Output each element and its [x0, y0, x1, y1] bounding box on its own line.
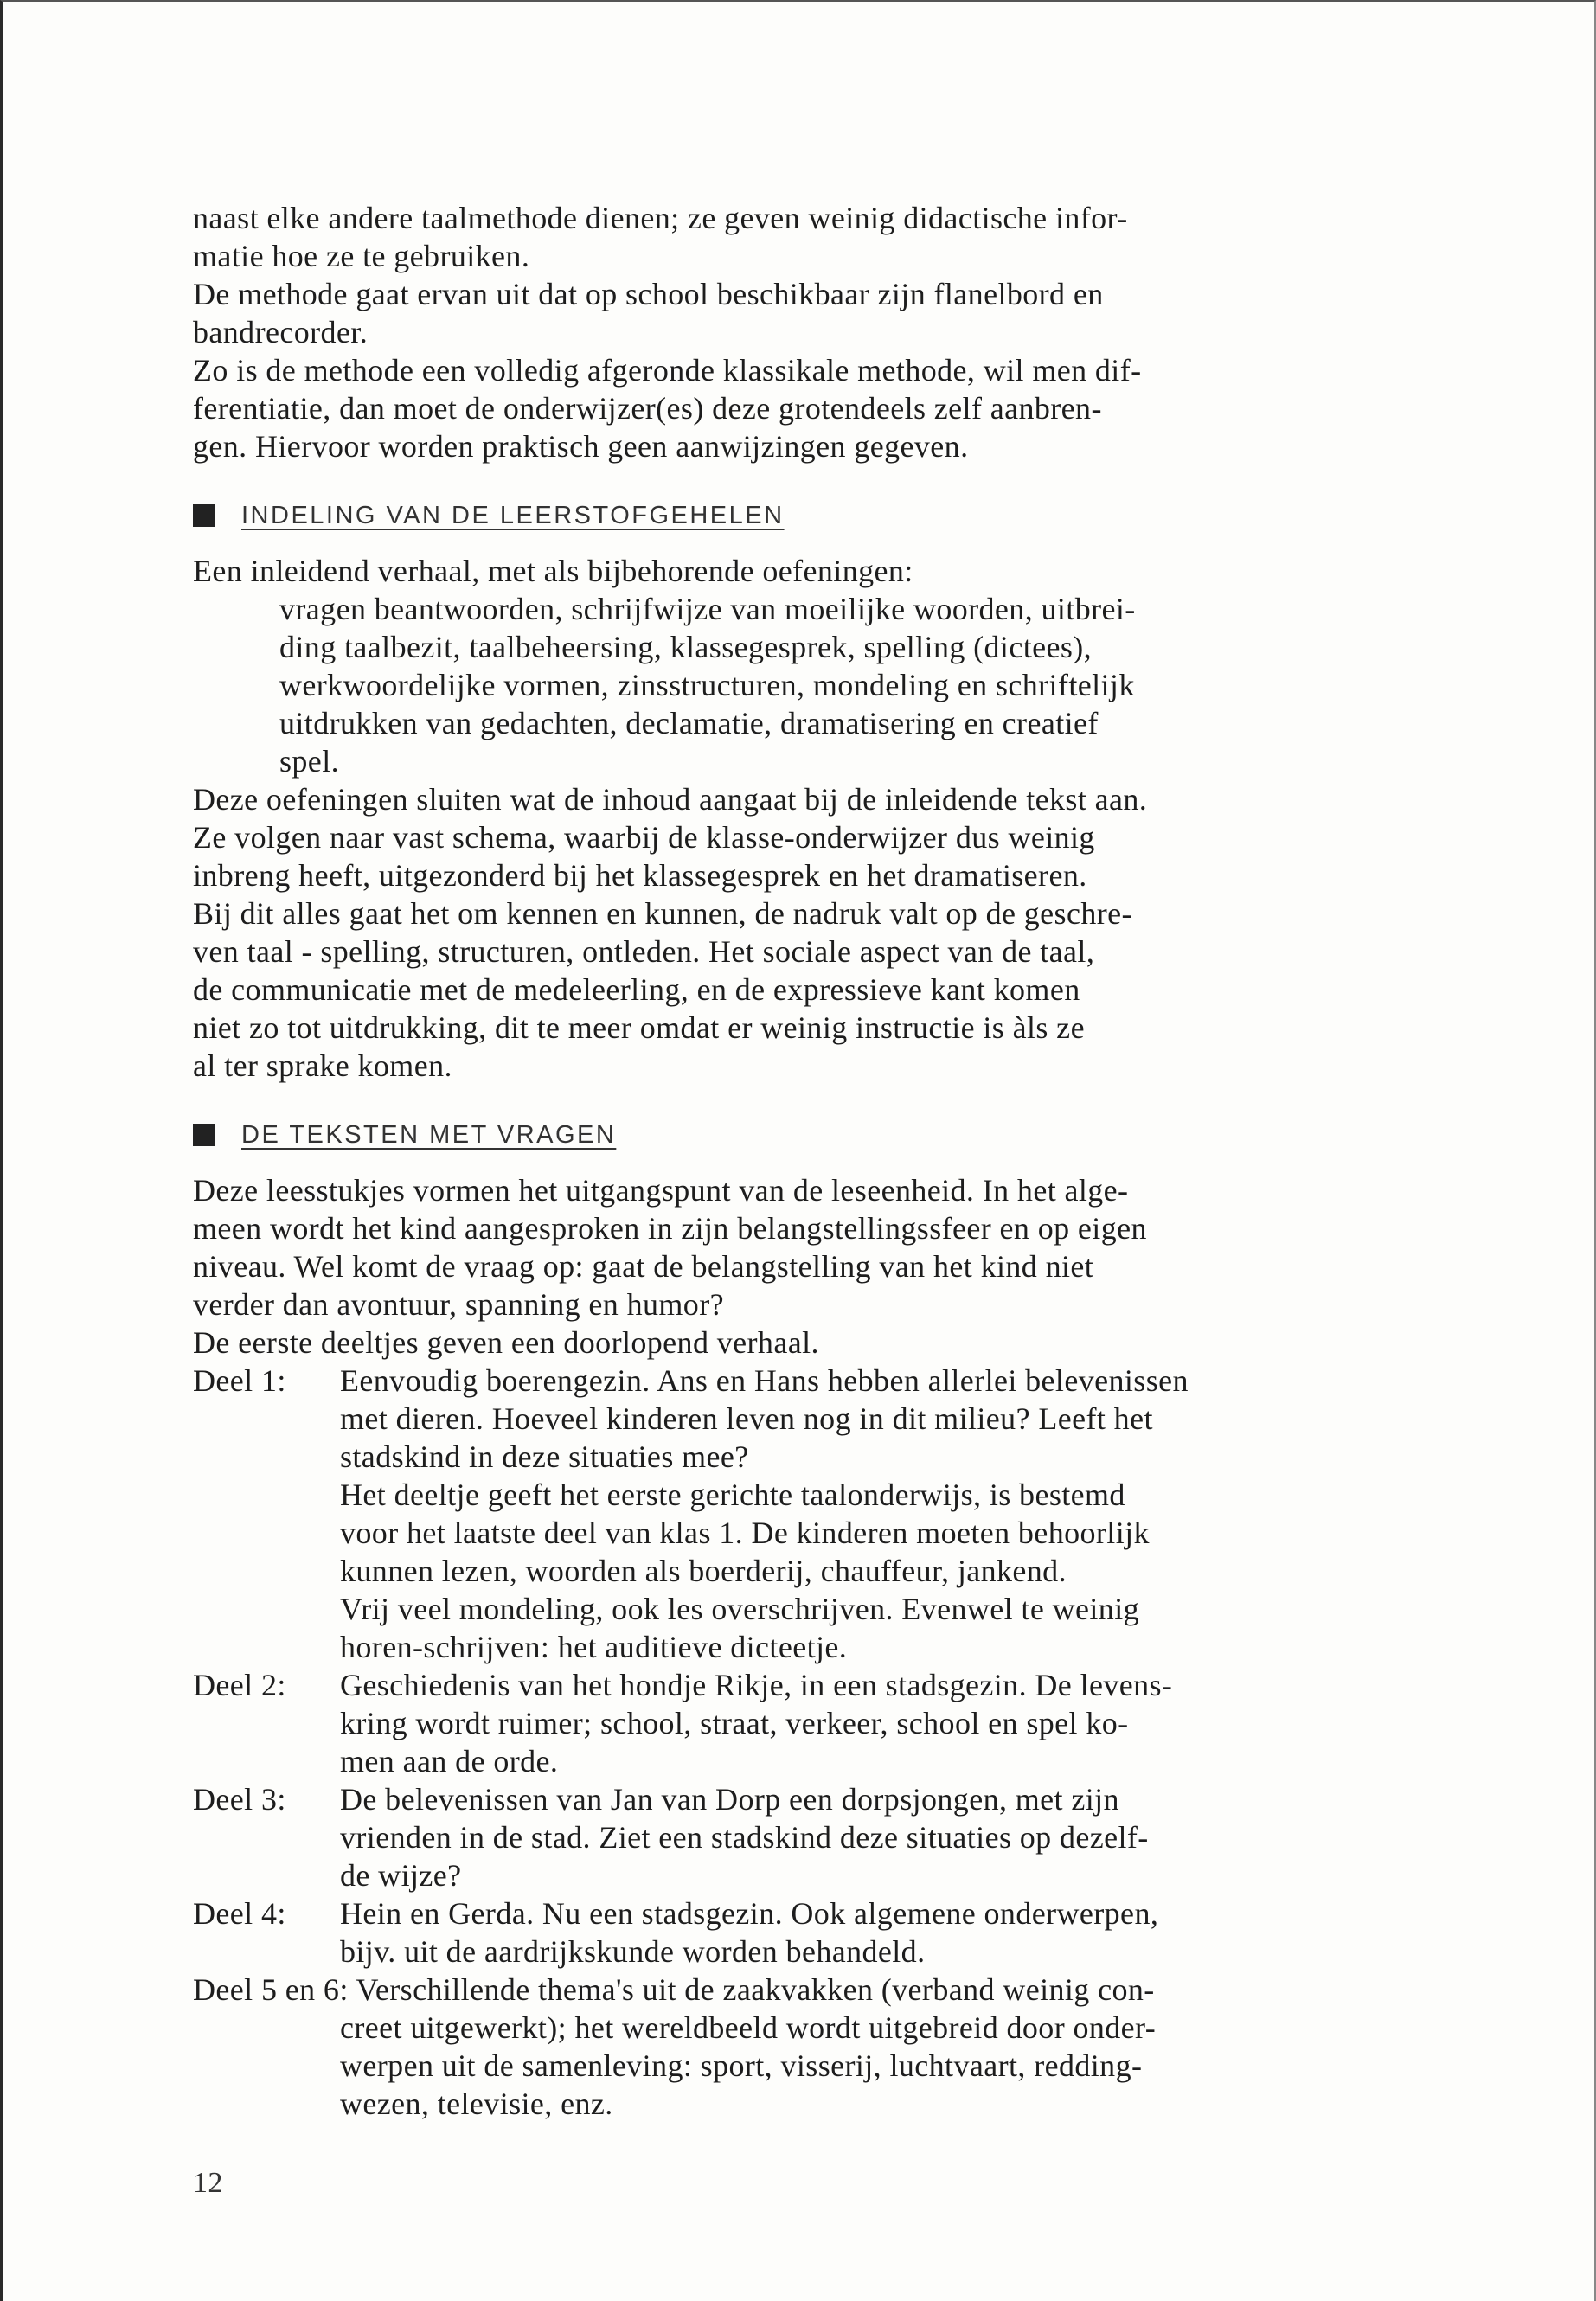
- teksten-paragraph: [193, 1171, 1460, 1362]
- deel-description: [340, 1666, 1460, 1780]
- text-line: kring wordt ruimer; school, straat, verkeer, school en spel ko-: [340, 1706, 1129, 1740]
- deel-label: Deel 2:: [193, 1668, 286, 1702]
- text-line: meen wordt het kind aangesproken in zijn belangstellingssfeer en op eigen: [193, 1211, 1147, 1246]
- text-line: uitdrukken van gedachten, declamatie, dramatisering en creatief: [279, 706, 1099, 740]
- text-line: ferentiatie, dan moet de onderwijzer(es) deze grotendeels zelf aanbren-: [193, 391, 1102, 426]
- deel-description: [340, 1362, 1460, 1666]
- section-heading-text: INDELING VAN DE LEERSTOFGEHELEN: [241, 502, 785, 529]
- text-line: de wijze?: [340, 1858, 462, 1893]
- text-line: werkwoordelijke vormen, zinsstructuren, mondeling en schriftelijk: [279, 668, 1135, 702]
- text-line: wezen, televisie, enz.: [340, 2086, 613, 2121]
- text-line: Deze oefeningen sluiten wat de inhoud aangaat bij de inleidende tekst aan.: [193, 782, 1148, 817]
- text-line: De eerste deeltjes geven een doorlopend verhaal.: [193, 1325, 819, 1360]
- text-line: Ze volgen naar vast schema, waarbij de klasse-onderwijzer dus weinig: [193, 820, 1095, 855]
- text-line: met dieren. Hoeveel kinderen leven nog in dit milieu? Leeft het: [340, 1401, 1153, 1436]
- text-line: voor het laatste deel van klas 1. De kinderen moeten behoorlijk: [340, 1516, 1150, 1550]
- deel-label: Deel 4:: [193, 1896, 286, 1931]
- text-line: gen. Hiervoor worden praktisch geen aanwijzingen gegeven.: [193, 429, 969, 464]
- deel-label: Deel 5 en 6:: [193, 1972, 349, 2007]
- section-heading-indeling: [193, 497, 1460, 535]
- text-line: al ter sprake komen.: [193, 1048, 452, 1083]
- text-line: horen-schrijven: het auditieve dicteetje.: [340, 1630, 848, 1664]
- intro-paragraph: [193, 199, 1460, 465]
- text-line: ding taalbezit, taalbeheersing, klassegesprek, spelling (dictees),: [279, 630, 1093, 664]
- text-line: naast elke andere taalmethode dienen; ze geven weinig didactische infor-: [193, 201, 1128, 235]
- text-line: men aan de orde.: [340, 1744, 559, 1779]
- text-line: matie hoe ze te gebruiken.: [193, 239, 530, 273]
- deel-2-entry: [193, 1666, 1460, 1780]
- deel-5-6-entry: [193, 1971, 1460, 2123]
- deel-3-entry: [193, 1780, 1460, 1894]
- text-line: vragen beantwoorden, schrijfwijze van moeilijke woorden, uitbrei-: [279, 592, 1136, 626]
- deel-description: [340, 1780, 1460, 1894]
- text-line: De belevenissen van Jan van Dorp een dorpsjongen, met zijn: [340, 1782, 1119, 1817]
- text-line: Geschiedenis van het hondje Rikje, in een stadsgezin. De levens-: [340, 1668, 1173, 1702]
- text-line: Eenvoudig boerengezin. Ans en Hans hebben allerlei belevenissen: [340, 1363, 1189, 1398]
- text-line: Hein en Gerda. Nu een stadsgezin. Ook algemene onderwerpen,: [340, 1896, 1159, 1931]
- text-line: Vrij veel mondeling, ook les overschrijven. Evenwel te weinig: [340, 1592, 1139, 1626]
- indeling-paragraph: [193, 552, 1460, 1085]
- text-line: werpen uit de samenleving: sport, visserij, luchtvaart, redding-: [340, 2048, 1143, 2083]
- text-line: vrienden in de stad. Ziet een stadskind deze situaties op dezelf-: [340, 1820, 1149, 1855]
- text-line: Een inleidend verhaal, met als bijbehorende oefeningen:: [193, 554, 913, 588]
- text-line: verder dan avontuur, spanning en humor?: [193, 1287, 724, 1322]
- text-line: ven taal - spelling, structuren, ontleden. Het sociale aspect van de taal,: [193, 934, 1095, 969]
- text-line: de communicatie met de medeleerling, en de expressieve kant komen: [193, 972, 1080, 1007]
- deel-label: Deel 1:: [193, 1363, 286, 1398]
- text-line: inbreng heeft, uitgezonderd bij het klassegesprek en het dramatiseren.: [193, 858, 1087, 893]
- text-line: Deze leesstukjes vormen het uitgangspunt van de leseenheid. In het alge-: [193, 1173, 1129, 1208]
- deel-description: [193, 2009, 1460, 2123]
- text-line: niveau. Wel komt de vraag op: gaat de belangstelling van het kind niet: [193, 1249, 1094, 1284]
- exercise-list-indented: [279, 590, 1460, 780]
- text-line: De methode gaat ervan uit dat op school beschikbaar zijn flanelbord en: [193, 277, 1104, 311]
- text-line: kunnen lezen, woorden als boerderij, chauffeur, jankend.: [340, 1554, 1067, 1588]
- text-line: stadskind in deze situaties mee?: [340, 1439, 749, 1474]
- text-line: [193, 1971, 1460, 2009]
- heading-bullet-square: [193, 1124, 215, 1146]
- text-line: Bij dit alles gaat het om kennen en kunnen, de nadruk valt op de geschre-: [193, 896, 1132, 931]
- page-content: [193, 199, 1460, 2123]
- deel-4-entry: [193, 1894, 1460, 1971]
- text-line: niet zo tot uitdrukking, dit te meer omdat er weinig instructie is àls ze: [193, 1010, 1085, 1045]
- deel-description: [340, 1894, 1460, 1971]
- deel-label: Deel 3:: [193, 1782, 286, 1817]
- text-line: bijv. uit de aardrijkskunde worden behandeld.: [340, 1934, 926, 1969]
- text-line: Zo is de methode een volledig afgeronde klassikale methode, wil men dif-: [193, 353, 1142, 388]
- text-line: creet uitgewerkt); het wereldbeeld wordt uitgebreid door onder-: [340, 2010, 1157, 2045]
- deel-first-line: Verschillende thema's uit de zaakvakken (verband weinig con-: [356, 1972, 1155, 2007]
- section-heading-teksten: [193, 1116, 1460, 1154]
- page-number: 12: [193, 2167, 223, 2199]
- deel-1-entry: [193, 1362, 1460, 1666]
- text-line: bandrecorder.: [193, 315, 369, 349]
- section-heading-text: DE TEKSTEN MET VRAGEN: [241, 1121, 617, 1149]
- heading-bullet-square: [193, 504, 215, 527]
- text-line: spel.: [279, 744, 339, 779]
- text-line: Het deeltje geeft het eerste gerichte taalonderwijs, is bestemd: [340, 1477, 1125, 1512]
